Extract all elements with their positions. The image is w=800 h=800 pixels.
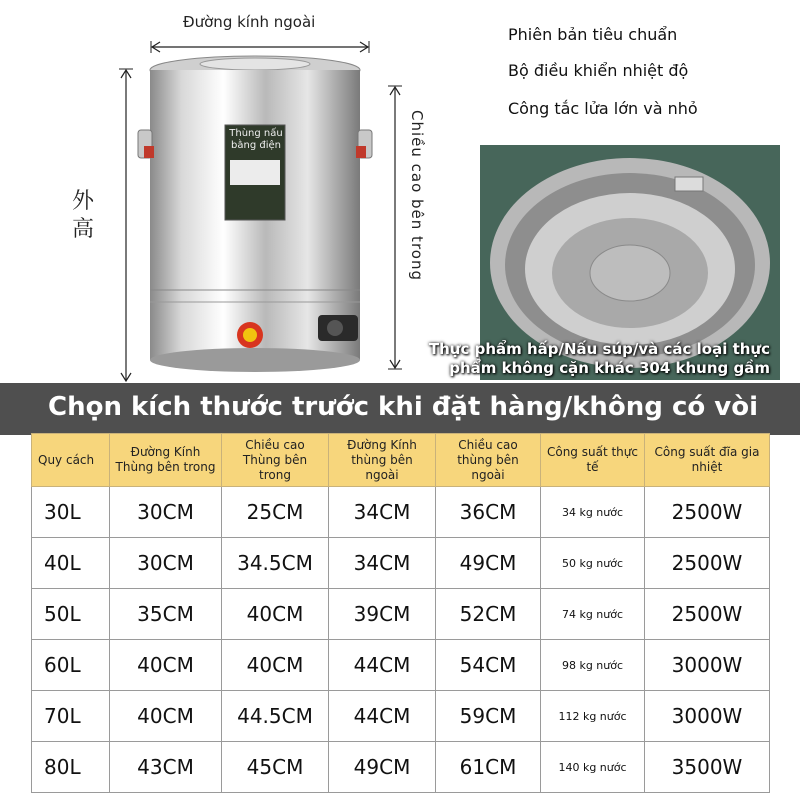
cell-outer-diameter: 49CM: [329, 742, 436, 793]
cell-heating-power: 2500W: [645, 589, 770, 640]
cell-outer-diameter: 44CM: [329, 691, 436, 742]
cell-inner-height: 34.5CM: [222, 538, 329, 589]
cell-inner-diameter: 30CM: [110, 487, 222, 538]
header-inner-diameter: Đường Kính Thùng bên trong: [110, 434, 222, 487]
table-row: [32, 538, 770, 589]
inner-height-arrow: [388, 85, 402, 370]
cell-actual-capacity: 34 kg nước: [541, 487, 645, 538]
cell-heating-power: 3000W: [645, 640, 770, 691]
table-row: [32, 691, 770, 742]
cell-inner-height: 45CM: [222, 742, 329, 793]
cell-outer-height: 54CM: [436, 640, 541, 691]
cell-outer-height: 61CM: [436, 742, 541, 793]
outer-height-label: 外高: [71, 189, 94, 242]
cell-inner-height: 25CM: [222, 487, 329, 538]
cell-outer-diameter: 34CM: [329, 487, 436, 538]
table-header-row: [32, 434, 770, 487]
cell-actual-capacity: 98 kg nước: [541, 640, 645, 691]
electric-pot-image: [130, 50, 380, 380]
cell-inner-height: 40CM: [222, 589, 329, 640]
cell-spec: 40L: [32, 538, 110, 589]
cell-inner-diameter: 40CM: [110, 691, 222, 742]
table-row: [32, 487, 770, 538]
header-spec: Quy cách: [32, 434, 110, 487]
photo-caption-line-1: Thực phẩm hấp/Nấu súp/và các loại thực: [428, 340, 770, 358]
photo-caption: [410, 340, 770, 378]
cell-actual-capacity: 112 kg nước: [541, 691, 645, 742]
feature-temp-controller: Bộ điều khiển nhiệt độ: [508, 61, 689, 80]
header-actual-capacity: Công suất thực tế: [541, 434, 645, 487]
cell-inner-diameter: 40CM: [110, 640, 222, 691]
cell-actual-capacity: 140 kg nước: [541, 742, 645, 793]
cell-outer-height: 59CM: [436, 691, 541, 742]
feature-fire-switch: Công tắc lửa lớn và nhỏ: [508, 99, 698, 118]
cell-inner-diameter: 35CM: [110, 589, 222, 640]
header-heating-power: Công suất đĩa gia nhiệt: [645, 434, 770, 487]
order-banner-text: Chọn kích thước trước khi đặt hàng/không có vòi: [48, 392, 759, 422]
cell-heating-power: 2500W: [645, 487, 770, 538]
cell-outer-diameter: 39CM: [329, 589, 436, 640]
cell-actual-capacity: 74 kg nước: [541, 589, 645, 640]
cell-heating-power: 3500W: [645, 742, 770, 793]
cell-inner-height: 44.5CM: [222, 691, 329, 742]
table-row: [32, 640, 770, 691]
inner-height-label: Chiều cao bên trong: [408, 110, 426, 281]
cell-outer-height: 52CM: [436, 589, 541, 640]
cell-spec: 50L: [32, 589, 110, 640]
cell-outer-height: 49CM: [436, 538, 541, 589]
cell-inner-diameter: 30CM: [110, 538, 222, 589]
table-row: [32, 589, 770, 640]
cell-outer-diameter: 44CM: [329, 640, 436, 691]
feature-standard: Phiên bản tiêu chuẩn: [508, 25, 678, 44]
size-spec-table: [31, 433, 770, 793]
cell-heating-power: 2500W: [645, 538, 770, 589]
header-outer-height: Chiều cao thùng bên ngoài: [436, 434, 541, 487]
cell-spec: 60L: [32, 640, 110, 691]
cell-outer-height: 36CM: [436, 487, 541, 538]
cell-spec: 80L: [32, 742, 110, 793]
cell-outer-diameter: 34CM: [329, 538, 436, 589]
cell-inner-height: 40CM: [222, 640, 329, 691]
photo-caption-line-2: phẩm không cặn khác 304 khung gầm: [449, 359, 770, 377]
cell-spec: 30L: [32, 487, 110, 538]
product-diagram: [0, 0, 800, 383]
cell-actual-capacity: 50 kg nước: [541, 538, 645, 589]
cell-inner-diameter: 43CM: [110, 742, 222, 793]
outer-diameter-label: Đường kính ngoài: [183, 13, 316, 31]
cell-heating-power: 3000W: [645, 691, 770, 742]
table-row: [32, 742, 770, 793]
cell-spec: 70L: [32, 691, 110, 742]
pot-label: Thùng nấu bằng điện: [229, 128, 283, 151]
header-outer-diameter: Đường Kính thùng bên ngoài: [329, 434, 436, 487]
header-inner-height: Chiều cao Thùng bên trong: [222, 434, 329, 487]
